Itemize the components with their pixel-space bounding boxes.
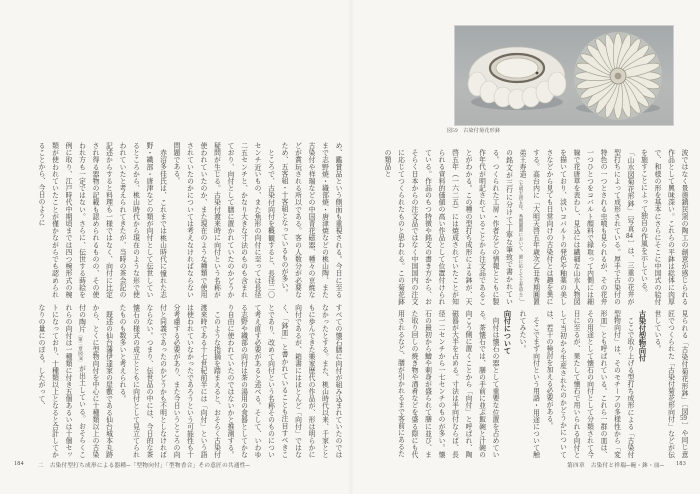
- chrysanthemum-dish-top: [574, 32, 662, 120]
- paragraph: 「山水図菊花形鉢」〔写真84〕は、三重の花弁が型打ちによって成形されている。厚手で古染付の特色の一つとされる虫喰も見られるが、その花弁一つひとつをコバルト顔料で縁取って内側には細線で花唐草を表わし、見込には繊細な山水人物図を描いており、淡いコバルトの発色や釉薬の美しさなどから見ても日常向けの古染付とは趣を異にする。高台内に「大明天啓五年歳次乙丑秀期圓置弟王寿造（大明天啓五年、秀期圓置において、置に応じて王寿造る）」の銘文が三行に分けて丁寧な筆致で書かれている。つくられた工房・作者などの情報とともに製作年代が明記されていることから注文品であることがわかる。この種の型打ち成形による鉢が、天啓五年（一六二五）には焼成されていたことが知られる資料的価値の高い作品として位置付けられている。作品のもつ特徴や銘文の書き方から、おそらく日本からの注文品ではなく中国国内の注文に応じてつくられたものと思われる。この菊花鉢の類品と: [383, 149, 633, 305]
- paragraph: 波ではなく景徳鎮民窯の陶工の創意が感じられる作品として興味深い。これらの平鉢は総体に肉厚で、和様の形を基本にさらにそこに中国式の絵付を施すことによって独自の作風を示している。: [639, 149, 687, 305]
- ceramic-bowls-photo: [455, 26, 673, 125]
- right-page-text-lower: [358, 310, 690, 458]
- right-page: [350, 0, 700, 494]
- paragraph: そこでまず向付という用語・用途について触れてみたい。: [518, 310, 539, 458]
- photo-caption: 図59 古染付菊花形鉢: [447, 129, 501, 134]
- section-heading: 古染付型物向付: [638, 310, 648, 362]
- paragraph: ところで、古染付向付を概観すると、長径二〇センチ近いもの、また魚形の向付に至っては長径二五センチと、かなり大きな寸法のものも含まれており、向付として膳に置かれていたのかどうか疑問が生じる。古染付渡来時に向付という名称が使われていたのか、また現在のような種類で使用されていたのかについては考えなければならない問題である。: [172, 142, 274, 298]
- left-page-text-upper: [14, 142, 344, 298]
- paragraph: 見られる「古染付菊花形鉢」〔図59〕や同じ意匠でつくられた「古染付菊花形向付」などが伝世している。: [653, 310, 687, 458]
- left-running-footer: [14, 461, 250, 471]
- left-page-text-lower: [14, 304, 344, 458]
- paragraph: 既述の仙台藩伊達家の屋敷である仙台城本丸跡から、とくに型物向付を中心に十種類以上の古染付の陶片〔第三章図38〕が出土している。おそらくこれらの向付は一種類に付き五個あるいは十個セットになっており、十種類以上となると合計してかなりの量にのぼる。したがって、: [37, 304, 112, 458]
- right-footer-title: 第四章 古染付と祥瑞─碗・鉢・皿─: [567, 463, 665, 469]
- right-running-footer: [567, 461, 686, 471]
- left-footer-title: 二 古染付型打ち成形による器種─「型物向付」「型物香合」その意匠の共通性─: [37, 463, 250, 469]
- paragraph: このような指摘を踏まえると、おそらく古染付渡来時である十七世紀前半には「向付」という語は使われていなかったであろうという可能性も十分考慮する必要があり、また今日いうところの向付と同義であったのかどうかも不明としなければならない。つまり、伝世品の中には、今日的な茶懐石の様式の成立とともに向付として見立てられたものも数多いと考えられる。: [118, 304, 220, 458]
- right-page-number: 183: [676, 461, 686, 467]
- right-page-text-upper: [358, 149, 690, 305]
- left-page-number: 184: [14, 461, 24, 467]
- paragraph: ここで取り上げる型打ち成形による「古染付型物向付」は、そのモチーフの多様性から「変形皿」とも呼ばれている。これら一群の皿は、その用途として懐石の向付として分類されて今日に至るが、果たして懐石で用いられる向付として当初から生産されたのかどうかについては、若干の検討を加える必要がある。: [545, 310, 633, 458]
- paragraph: 向付は懐石の器として重要な位置を占めている。茶懐石では、膳の手前に並ぶ飯碗と汁碗の向こう側に置くことから「向付」と呼ばれ、陶磁器が大半を占める。寸法は半向付ならば、長径一二センチから一七センチのものが多い。懐石の最初から鱠や刺身が盛られて膳に並び、また取り回しの焼き物や酒肴などを盛る際にも代用されるなど、膳が引かれるまで客前にあるた: [396, 310, 498, 458]
- paragraph: め、鑑賞品という側面も重視される。今日に至るまで志野焼・織部焼・唐津焼などの桃山陶、また古染付や祥瑞などの中国青花磁器、種々の京焼などが賞玩される所以である。客の人数分が必要なため、五客組・十客組となっているものが多い。: [280, 142, 341, 298]
- paragraph: すべての懐石膳に向付が組み込まれていたのではなかったとする。また、桃山時代以来、千家とともに歩んできた樂家歴代の作品が、形は明らかに向付であるが、箱書にはほとんど「向付」ではなく、「鉢皿」と書かれていることも注目すべきことであり、改めて向付という名称そのものについて考え直す必要があると述べる。そして、いわゆる志野や織部の向付は茶の湯用の食器としてかなり自由に使われていたのではないかと推測する。: [226, 304, 341, 458]
- paragraph: 赤沼多佳氏は、これまでは桃山時代に憧れた志野・織部・唐津などの類が向付として伝世しているところから、桃山時代から現在のような形で使われていたと考えられてきたが、当時の茶会記の記述からすると料理も一様ではなく、向付に比定され得る器物の記載も認められるものの、その使われ方も一定ではない。さらに、伝世する蒔絵を例に取り、江戸時代中期頃までは四つ椀形式の椀類が使われていたことが僅かながらでも認められることから、今日のように: [37, 142, 166, 298]
- fluted-bowl-underside: [468, 47, 566, 110]
- plate-photo: [447, 26, 673, 134]
- section-heading: 向付について: [503, 310, 513, 355]
